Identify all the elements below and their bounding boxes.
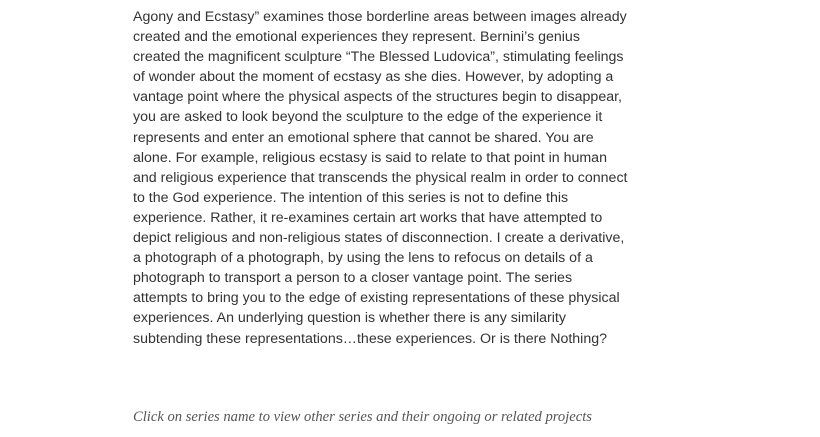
statement-line: depict religious and non-religious states of disconnection. I create a derivative, [133,230,625,247]
statement-line: Agony and Ecstasy” examines those borderline areas between images already [133,9,627,25]
series-navigation-hint: Click on series name to view other series and their ongoing or related projects [133,409,592,425]
statement-line: of wonder about the moment of ecstasy as she dies. However, by adopting a [133,69,614,86]
statement-line: represents and enter an emotional sphere that cannot be shared. You are [133,129,594,146]
statement-line: created the magnificent sculpture “The Blessed Ludovica”, stimulating feelings [133,49,624,66]
statement-line: subtending these representations…these experiences. Or is there Nothing? [133,330,607,347]
series-statement [133,7,733,349]
statement-line: alone. For example, religious ecstasy is said to relate to that point in human [133,149,607,166]
statement-line: and religious experience that transcends the physical realm in order to connect [133,169,628,186]
statement-line: vantage point where the physical aspects of the structures begin to disappear, [133,89,622,106]
statement-line: you are asked to look beyond the sculpture to the edge of the experience it [133,109,603,126]
statement-line: created and the emotional experiences they represent. Bernini’s genius [133,29,580,46]
statement-line: to the God experience. The intention of this series is not to define this [133,189,569,206]
statement-line: experience. Rather, it re-examines certain art works that have attempted to [133,209,603,226]
statement-line: a photograph of a photograph, by using the lens to refocus on details of a [133,250,593,267]
statement-line: attempts to bring you to the edge of existing representations of these physical [133,290,620,307]
statement-line: photograph to transport a person to a closer vantage point. The series [133,270,573,287]
statement-line: experiences. An underlying question is whether there is any similarity [133,310,566,327]
